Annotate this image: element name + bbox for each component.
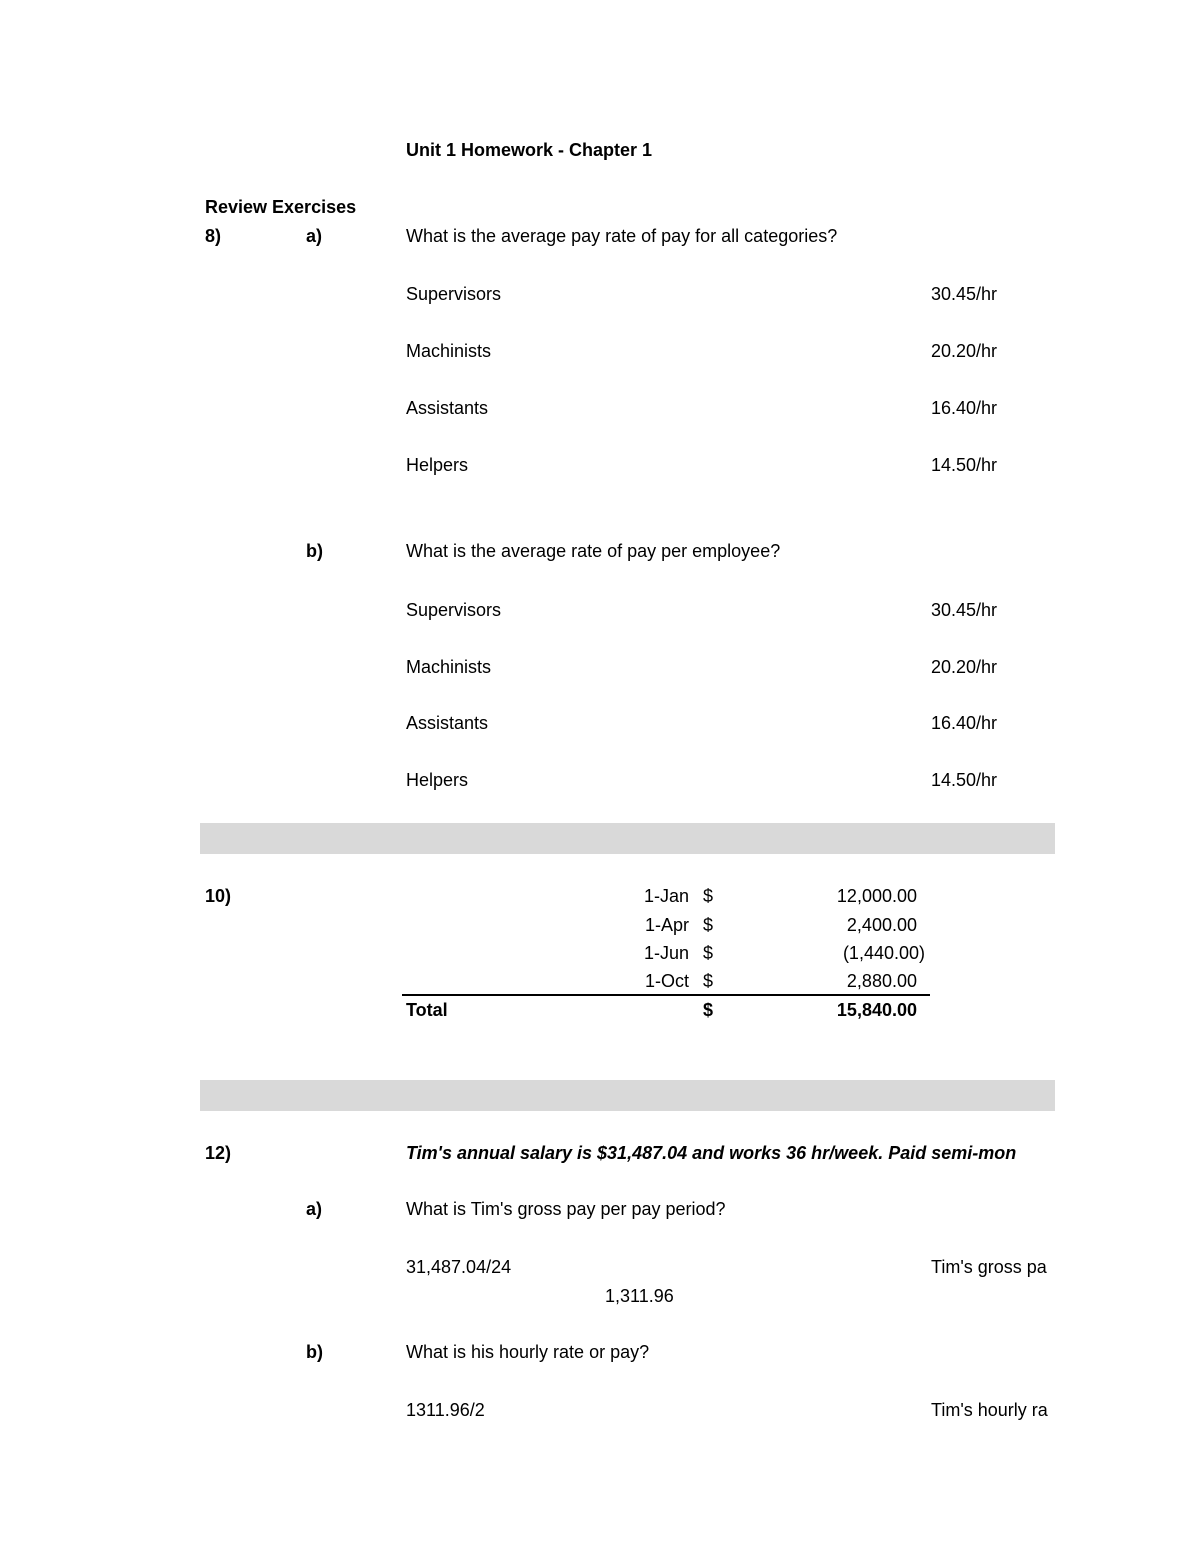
q8a-row-name: Helpers — [406, 455, 469, 475]
q10-date: 1-Jun — [643, 943, 689, 963]
q8b-row-rate: 16.40/hr — [931, 713, 998, 733]
q10-currency: $ — [703, 971, 714, 991]
q12b-answer: Tim's hourly ra — [931, 1400, 1048, 1420]
q8b-row-name: Supervisors — [406, 600, 502, 620]
q12b-label: b) — [306, 1342, 323, 1362]
q12a-label: a) — [306, 1199, 323, 1219]
q8b-row-name: Helpers — [406, 770, 469, 790]
q8a-question: What is the average pay rate of pay for all categories? — [406, 226, 838, 246]
q8b-row-rate: 30.45/hr — [931, 600, 998, 620]
q10-currency: $ — [703, 943, 714, 963]
q10-total-label: Total — [406, 1000, 448, 1020]
q10-currency: $ — [703, 915, 714, 935]
print-area — [200, 0, 1055, 1553]
q8a-row-rate: 14.50/hr — [931, 455, 998, 475]
q12-number: 12) — [205, 1143, 232, 1163]
q10-currency: $ — [703, 886, 714, 906]
q10-total-amount: 15,840.00 — [836, 1000, 917, 1020]
q12a-result: 1,311.96 — [605, 1286, 674, 1306]
q8b-row-rate: 20.20/hr — [931, 657, 998, 677]
q8a-row-rate: 30.45/hr — [931, 284, 998, 304]
q10-total-currency: $ — [703, 1000, 714, 1020]
q10-amount: (1,440.00) — [842, 943, 925, 963]
q8b-row-rate: 14.50/hr — [931, 770, 998, 790]
q10-date: 1-Oct — [644, 971, 689, 991]
q10-amount: 2,880.00 — [846, 971, 917, 991]
q12-statement: Tim's annual salary is $31,487.04 and works 36 hr/week. Paid semi-mon — [406, 1143, 1017, 1163]
q8a-row-rate: 16.40/hr — [931, 398, 998, 418]
q10-number: 10) — [205, 886, 232, 906]
q12b-question: What is his hourly rate or pay? — [406, 1342, 650, 1362]
q12b-calc: 1311.96/2 — [406, 1400, 485, 1420]
q12a-calc: 31,487.04/24 — [406, 1257, 512, 1277]
q12a-question: What is Tim's gross pay per pay period? — [406, 1199, 726, 1219]
q8a-row-name: Assistants — [406, 398, 489, 418]
q10-amount: 2,400.00 — [846, 915, 917, 935]
q12a-answer: Tim's gross pa — [931, 1257, 1047, 1277]
q8b-row-name: Assistants — [406, 713, 489, 733]
section-heading: Review Exercises — [205, 197, 357, 217]
q8a-label: a) — [306, 226, 323, 246]
q8a-row-name: Supervisors — [406, 284, 502, 304]
q8-number: 8) — [205, 226, 222, 246]
page-title: Unit 1 Homework - Chapter 1 — [406, 140, 653, 160]
q10-date: 1-Jan — [643, 886, 689, 906]
q8a-row-rate: 20.20/hr — [931, 341, 998, 361]
q10-date: 1-Apr — [644, 915, 689, 935]
q10-amount: 12,000.00 — [836, 886, 917, 906]
q8b-row-name: Machinists — [406, 657, 492, 677]
q8b-question: What is the average rate of pay per employee? — [406, 541, 781, 561]
q8b-label: b) — [306, 541, 323, 561]
q8a-row-name: Machinists — [406, 341, 492, 361]
